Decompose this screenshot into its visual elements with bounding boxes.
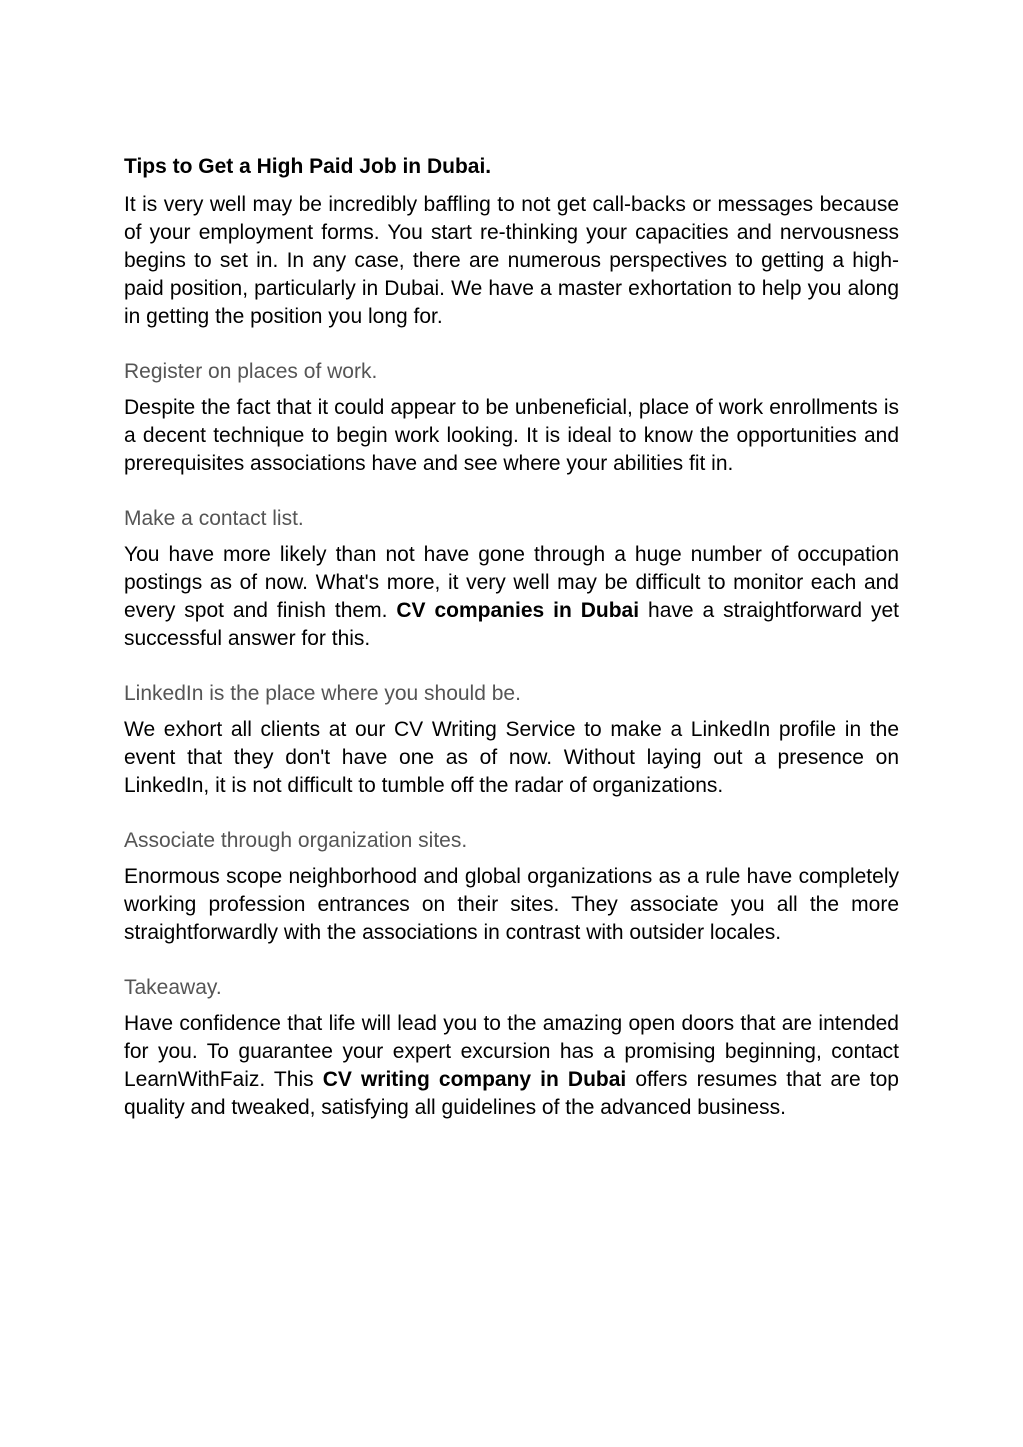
section-heading-contact-list: Make a contact list. [124,507,304,530]
section-body-register: Despite the fact that it could appear to be unbeneficial, place of work enrollments is a decent technique to begin work looking. It is ideal to know the opportunities and prerequisites associations have and see where your abilities fit in. [124,396,899,475]
body-text-before: You have more likely than not have gone through a huge number of occupation postings as of now. What's more, it very well may be difficult to monitor each and every spot and finish them. [124,543,899,622]
section-body-takeaway [124,1010,899,1122]
section-heading-takeaway: Takeaway. [124,976,222,999]
section-heading-linkedin: LinkedIn is the place where you should be. [124,682,521,705]
body-text-after: have a straightforward yet successful answer for this. [124,599,899,650]
document-title: Tips to Get a High Paid Job in Dubai. [124,155,492,178]
body-text-before: Have confidence that life will lead you to the amazing open doors that are intended for you. To guarantee your expert excursion has a promising beginning, contact LearnWithFaiz. This [124,1012,899,1091]
section-body-organization-sites: Enormous scope neighborhood and global organizations as a rule have completely working profession entrances on their sites. They associate you all the more straightforwardly with the associations in contrast with outsider locales. [124,865,899,944]
bold-keyword-cv-companies: CV companies in Dubai [396,599,640,622]
section-body-linkedin: We exhort all clients at our CV Writing Service to make a LinkedIn profile in the event that they don't have one as of now. Without laying out a presence on LinkedIn, it is not difficult to tumble off the radar of organizations. [124,718,899,797]
body-text-after: offers resumes that are top quality and tweaked, satisfying all guidelines of the advanced business. [124,1068,899,1119]
section-body-contact-list [124,541,899,653]
bold-keyword-cv-writing-company: CV writing company in Dubai [322,1068,627,1091]
section-heading-register: Register on places of work. [124,360,378,383]
section-heading-organization-sites: Associate through organization sites. [124,829,468,852]
intro-paragraph: It is very well may be incredibly baffling to not get call-backs or messages because of your employment forms. You start re-thinking your capacities and nervousness begins to set in. In any case, there are numerous perspectives to getting a high-paid position, particularly in Dubai. We have a master exhortation to help you along in getting the position you long for. [124,193,899,328]
document-content [124,153,899,1122]
